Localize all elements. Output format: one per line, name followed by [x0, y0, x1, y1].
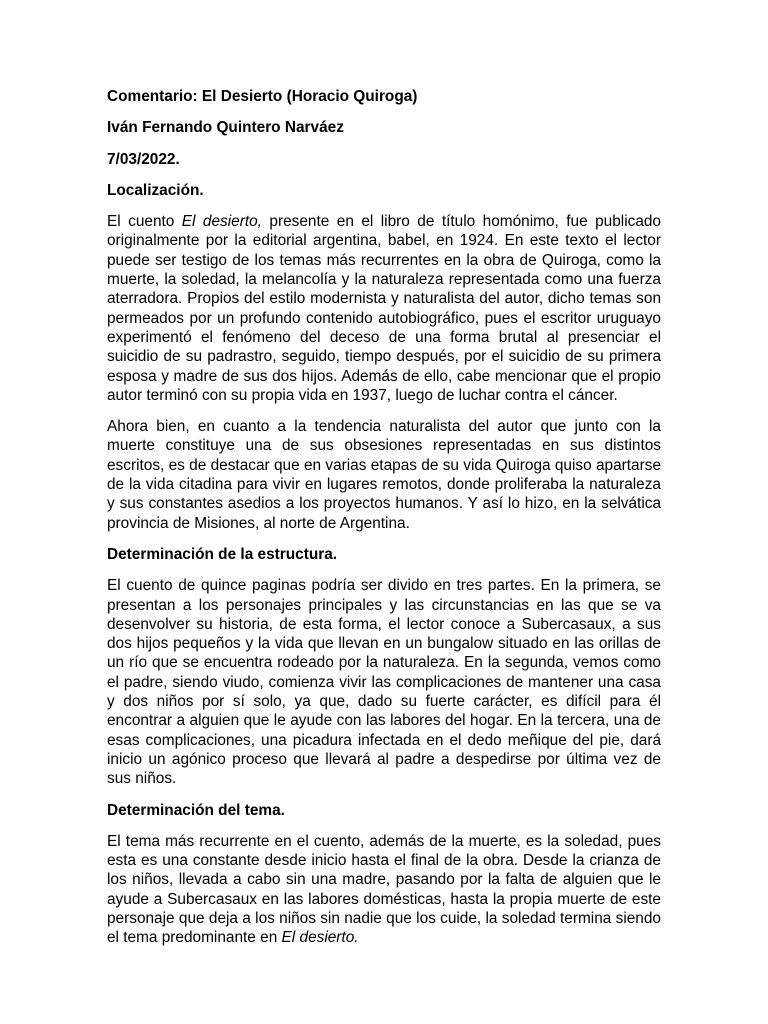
- paragraph-estructura: El cuento de quince paginas podría ser divido en tres partes. En la primera, se presentan a los personajes principales y las circunstancias en las que se va desenvolver su historia, de esta forma, el lector conoce a Subercasaux, a sus dos hijos pequeños y la vida que llevan en un bungalow situado en las orillas de un río que se encuentra rodeado por la naturaleza. En la segunda, vemos como el padre, siendo viudo, comienza vivir las complicaciones de mantener una casa y dos niños por sí solo, ya que, dado su fuerte carácter, es difícil para él encontrar a alguien que le ayude con las labores del hogar. En la tercera, una de esas complicaciones, una picadura infectada en el dedo meñique del pie, dará inicio un agónico proceso que llevará al padre a despedirse por última vez de sus niños.: [107, 577, 661, 788]
- paragraph-text: presente en el libro de título homónimo, fue publicado originalmente por la editorial argentina, babel, en 1924. En este texto el lector puede ser testigo de los temas más recurrentes en la obra de Quiroga, como la muerte, la soledad, la melancolía y la naturaleza representada como una fuerza aterradora. Propios del estilo modernista y naturalista del autor, dicho temas son permeados por un profundo contenido autobiográfico, pues el escritor uruguayo experimentó el fenómeno del deceso de una forma brutal al presenciar el suicidio de su padrastro, seguido, tiempo después, por el suicidio de su primera esposa y madre de sus dos hijos. Además de ello, cabe mencionar que el propio autor terminó con su propia vida en 1937, luego de luchar contra el cáncer.: [107, 213, 661, 404]
- section-heading-estructura: Determinación de la estructura.: [107, 545, 338, 563]
- work-title-italic: El desierto.: [281, 929, 359, 947]
- document-title: Comentario: El Desierto (Horacio Quiroga): [107, 88, 418, 105]
- work-title-italic: El desierto,: [181, 213, 262, 231]
- paragraph-tema: [107, 832, 661, 948]
- paragraph-localizacion-2: Ahora bien, en cuanto a la tendencia naturalista del autor que junto con la muerte constituye una de sus obsesiones representadas en sus distintos escritos, es de destacar que en varias etapas de su vida Quiroga quiso apartarse de la vida citadina para vivir en lugares remotos, donde proliferaba la naturaleza y sus constantes asedios a los proyectos humanos. Y así lo hizo, en la selvática provincia de Misiones, al norte de Argentina.: [107, 418, 661, 532]
- document-date: 7/03/2022.: [107, 150, 180, 168]
- document-page: [107, 87, 661, 960]
- section-heading-tema: Determinación del tema.: [107, 801, 285, 819]
- section-heading-localizacion: Localización.: [107, 181, 204, 199]
- paragraph-text: El tema más recurrente en el cuento, además de la muerte, es la soledad, pues esta es una constante desde inicio hasta el final de la obra. Desde la crianza de los niños, llevada a cabo sin una madre, pasando por la falta de alguien que le ayude a Subercasaux en las labores domésticas, hasta la propia muerte de este personaje que deja a los niños sin nadie que los cuide, la soledad termina siendo el tema predominante en: [107, 832, 661, 947]
- paragraph-localizacion-1: [107, 212, 661, 405]
- document-author: Iván Fernando Quintero Narváez: [107, 119, 344, 137]
- paragraph-text: El cuento: [107, 213, 182, 231]
